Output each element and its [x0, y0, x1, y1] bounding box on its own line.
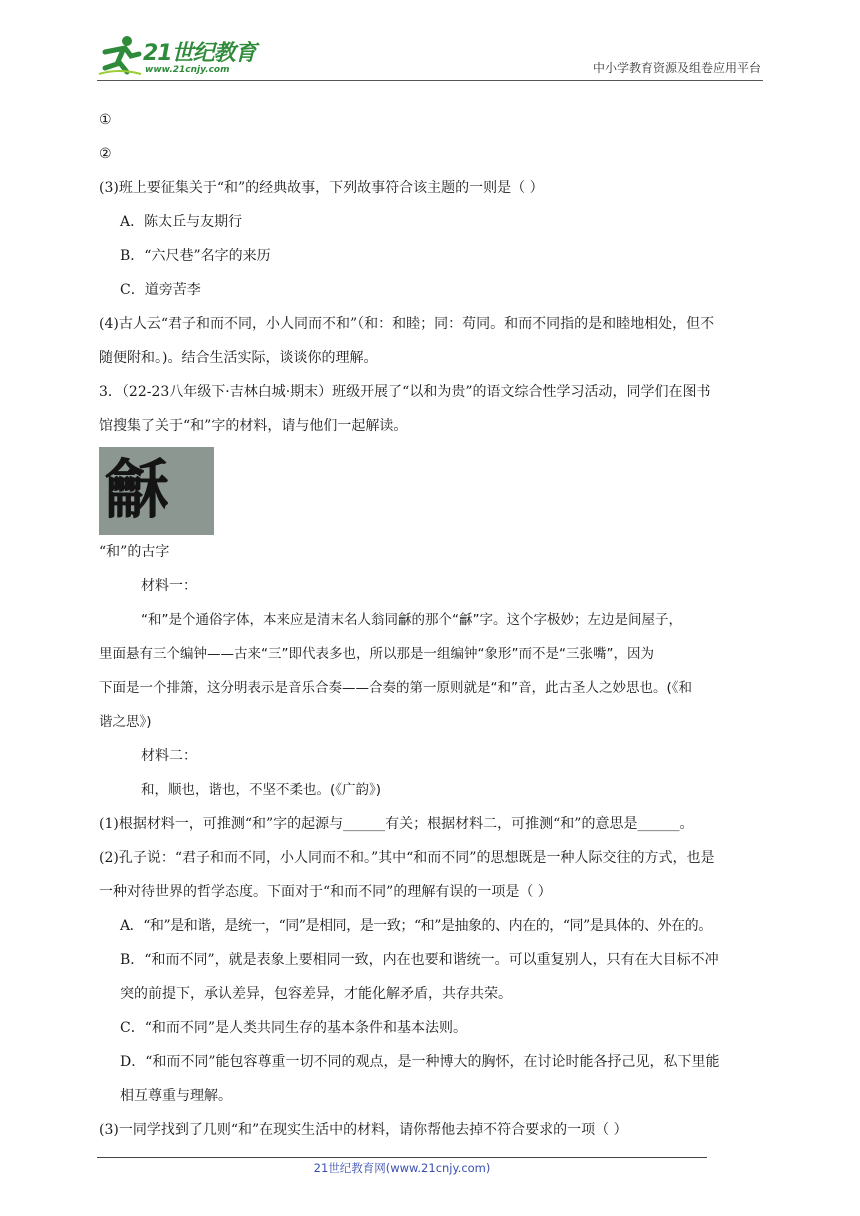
logo-url-text: www.21cnjy.com — [145, 65, 230, 75]
option-c: C．道旁苦李 — [120, 282, 201, 298]
runner-logo-icon — [97, 34, 143, 78]
question-text: 随便附和。)。结合生活实际，谈谈你的理解。 — [99, 350, 378, 366]
option-c: C．“和而不同”是人类共同生存的基本条件和基本法则。 — [120, 1020, 468, 1036]
document-body — [99, 103, 763, 1147]
logo-brand-text: 21世纪教育 — [143, 41, 256, 66]
question-text: (1)根据材料一，可推测“和”字的起源与______有关；根据材料二，可推测“和”的意思是______。 — [99, 816, 694, 832]
question-text: (3)一同学找到了几则“和”在现实生活中的材料，请你帮他去掉不符合要求的一项（ ） — [99, 1122, 628, 1138]
answer-blank-2: ② — [99, 146, 112, 162]
material-text: 和，顺也，谐也，不坚不柔也。(《广韵》) — [141, 782, 382, 798]
material-text: 里面悬有三个编钟——古来“三”即代表多也，所以那是一组编钟“象形”而不是“三张嘴”，因为 — [99, 646, 654, 662]
ancient-glyph: 龢 — [105, 453, 165, 528]
option-d-continued: 相互尊重与理解。 — [120, 1088, 232, 1104]
question-text: (3)班上要征集关于“和”的经典故事，下列故事符合该主题的一则是（ ） — [99, 180, 544, 196]
ancient-character-image — [99, 447, 214, 535]
page-footer[interactable]: 21世纪教育网(www.21cnjy.com) — [97, 1157, 707, 1176]
site-logo[interactable] — [97, 34, 267, 78]
question-text: 一种对待世界的哲学态度。下面对于“和而不同”的理解有误的一项是（ ） — [99, 884, 552, 900]
answer-blank-1: ① — [99, 112, 112, 128]
option-a: A．陈太丘与友期行 — [120, 214, 243, 230]
material-text: “和”是个通俗字体，本来应是清末名人翁同龢的那个“龢”字。这个字极妙；左边是间屋子， — [141, 612, 682, 628]
image-caption: “和”的古字 — [99, 544, 170, 560]
option-b: B．“六尺巷”名字的来历 — [120, 248, 271, 264]
page-header — [97, 30, 763, 81]
material-heading: 材料一： — [141, 578, 197, 594]
question-text: 3．（22-23八年级下·吉林白城·期末）班级开展了“以和为贵”的语文综合性学习活动，同学们在图书 — [99, 384, 711, 400]
material-heading: 材料二： — [141, 748, 197, 764]
question-text: (4)古人云“君子和而不同，小人同而不和”（和：和睦；同：苟同。和而不同指的是和睦地相处，但不 — [99, 316, 715, 332]
option-b: B．“和而不同”，就是表象上要相同一致，内在也要和谐统一。可以重复别人，只有在大目标不冲 — [120, 952, 719, 968]
question-text: 馆搜集了关于“和”字的材料，请与他们一起解读。 — [99, 418, 408, 434]
question-text: (2)孔子说：“君子和而不同，小人同而不和。”其中“和而不同”的思想既是一种人际交往的方式，也是 — [99, 850, 715, 866]
material-text: 谐之思》) — [99, 714, 152, 730]
platform-title: 中小学教育资源及组卷应用平台 — [592, 61, 761, 75]
option-b-continued: 突的前提下，承认差异，包容差异，才能化解矛盾，共存共荣。 — [120, 986, 512, 1002]
material-text: 下面是一个排箫，这分明表示是音乐合奏——合奏的第一原则就是“和”音，此古圣人之妙思也。(《和 — [99, 680, 693, 696]
option-a: A．“和”是和谐，是统一，“同”是相同，是一致；“和”是抽象的、内在的，“同”是具体的、外在的。 — [120, 918, 712, 934]
option-d: D．“和而不同”能包容尊重一切不同的观点，是一种博大的胸怀，在讨论时能各抒己见，私下里能 — [120, 1054, 720, 1070]
